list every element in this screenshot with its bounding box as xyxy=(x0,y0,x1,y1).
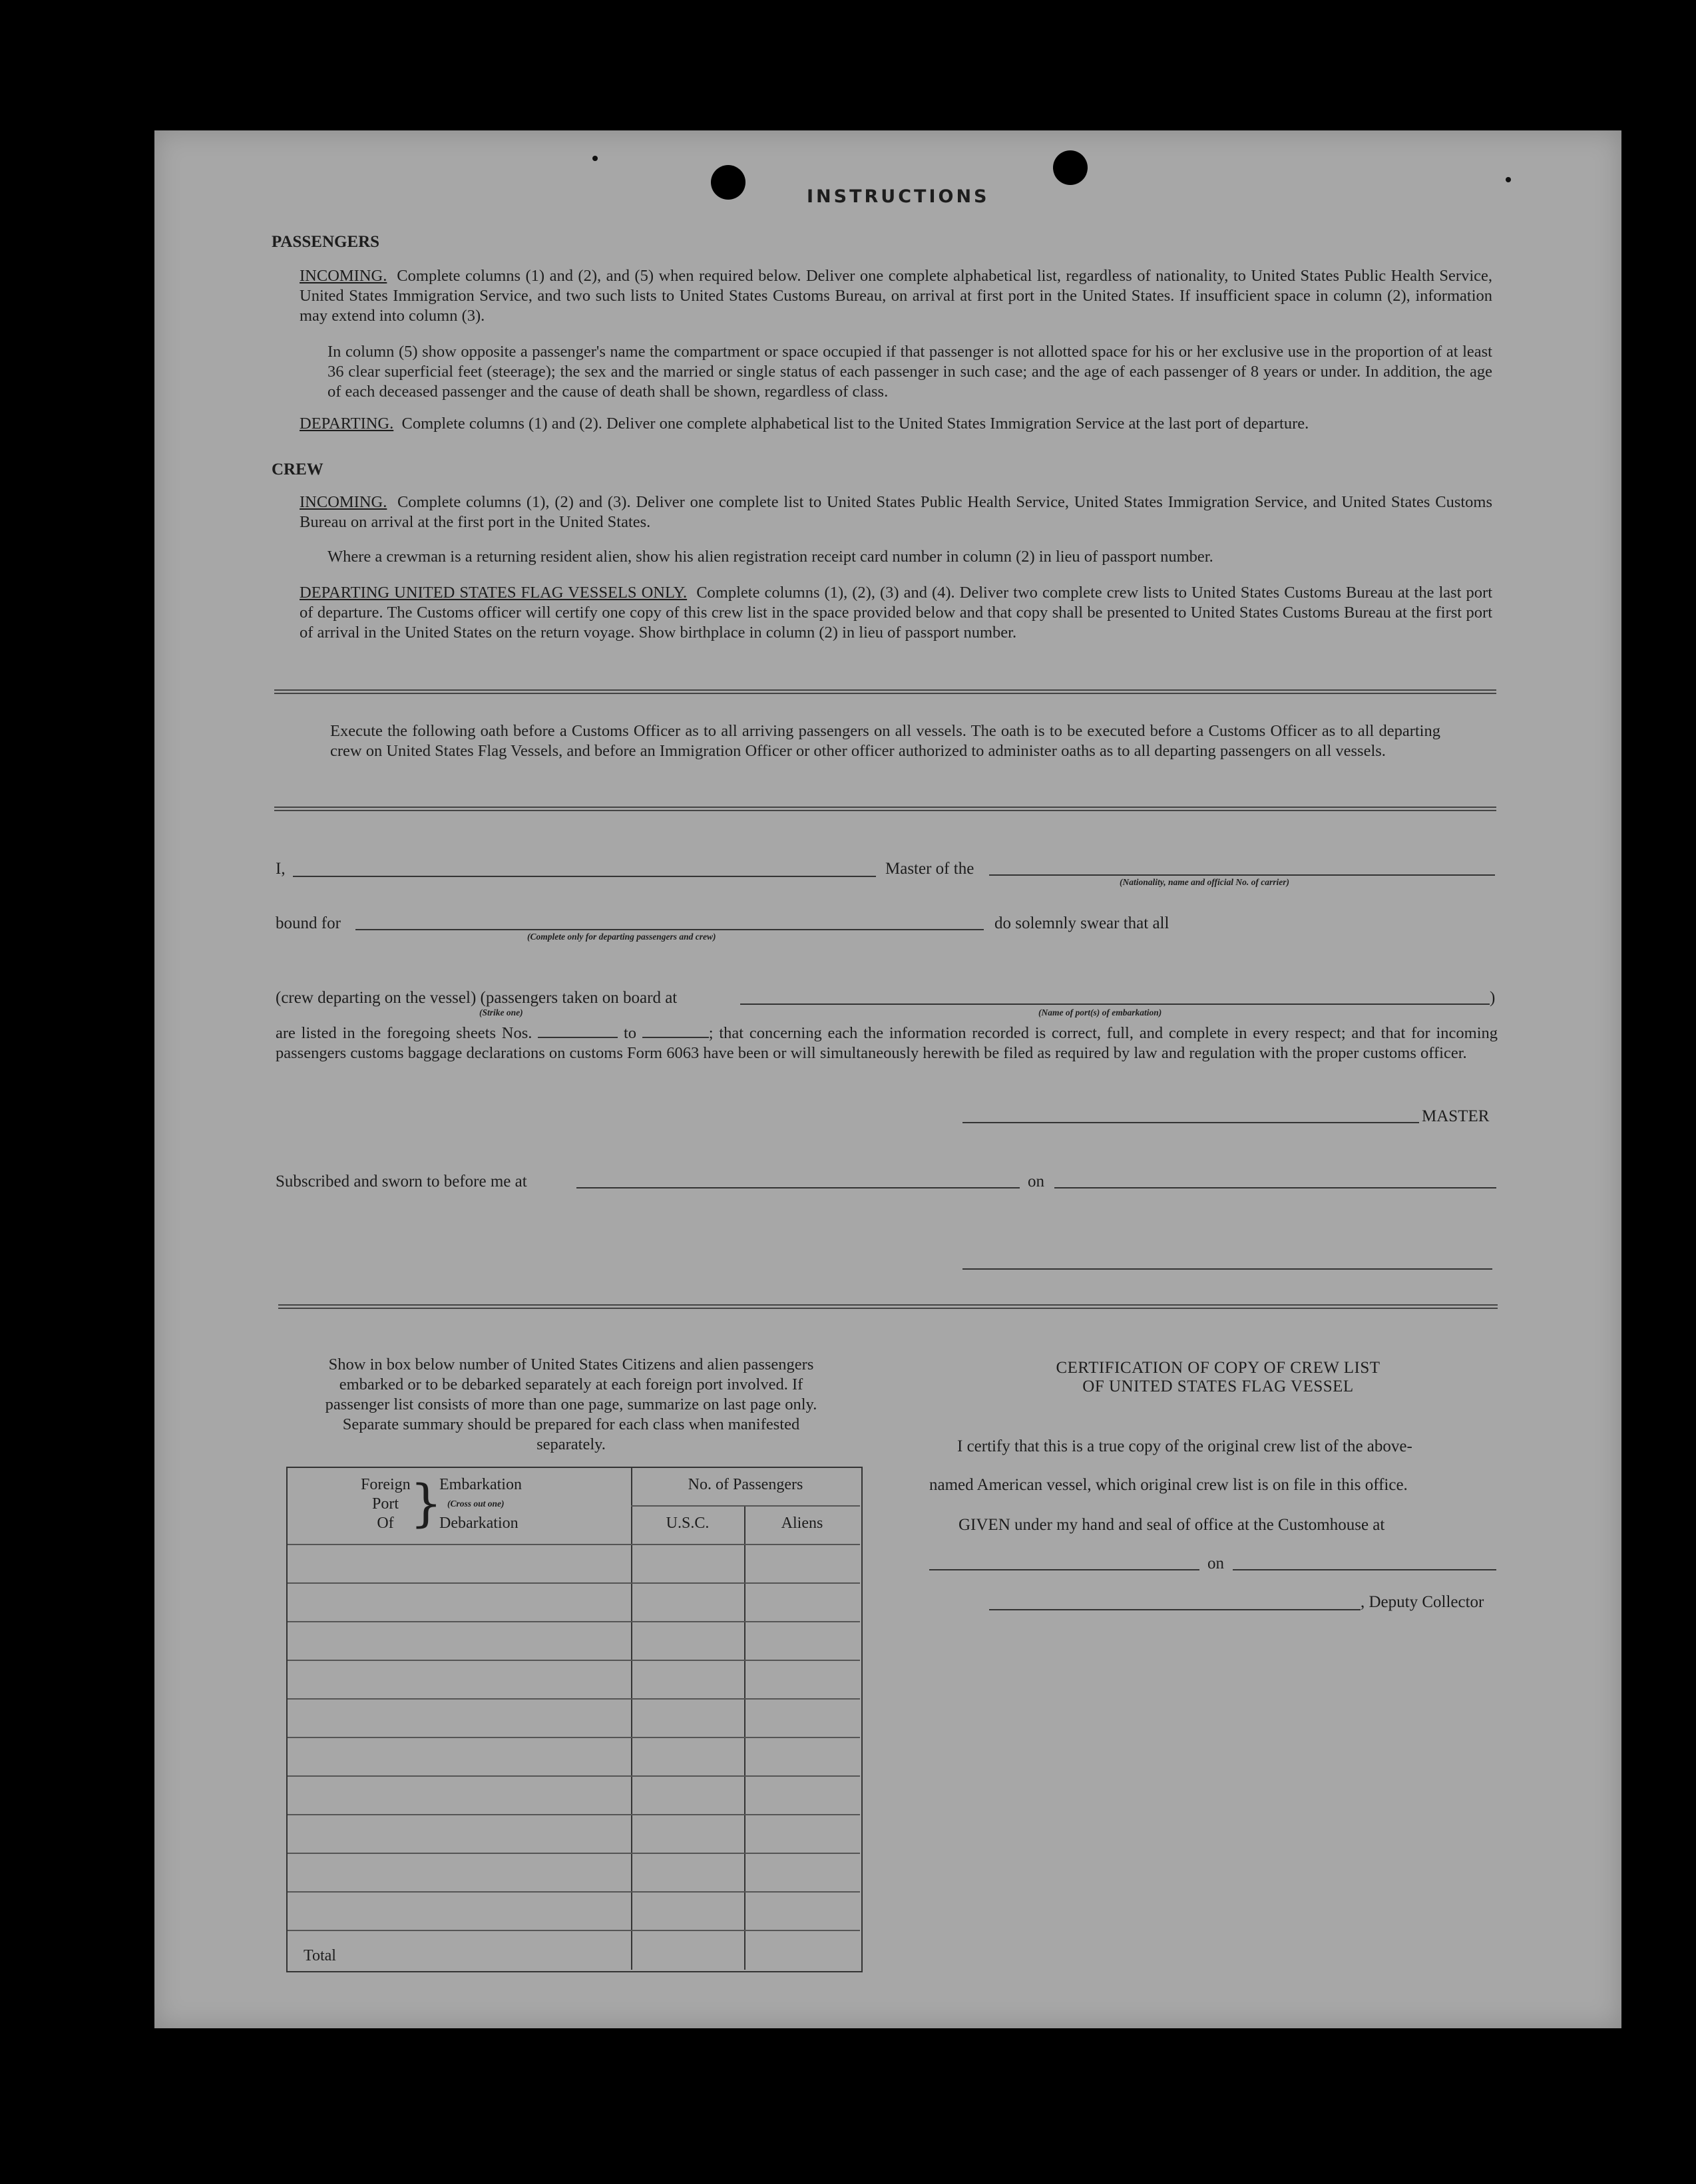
passengers-heading: PASSENGERS xyxy=(272,233,380,251)
master-of-the-label: Master of the xyxy=(885,860,974,878)
departing-label: DEPARTING. xyxy=(300,415,394,433)
table-header-line xyxy=(288,1544,860,1545)
bound-for-label: bound for xyxy=(276,914,341,932)
master-name-field[interactable] xyxy=(293,876,876,877)
col-debarkation: Debarkation xyxy=(439,1515,519,1532)
speck xyxy=(1506,177,1511,182)
certification-heading-2: OF UNITED STATES FLAG VESSEL xyxy=(1082,1377,1354,1395)
brace-icon: } xyxy=(410,1473,443,1533)
departing-text: Complete columns (1) and (2). Deliver one complete alphabetical list to the United States Immigration Service at the last port of departure. xyxy=(401,415,1309,433)
table-row-line xyxy=(288,1853,860,1854)
col-usc: U.S.C. xyxy=(666,1515,710,1532)
passengers-incoming xyxy=(300,266,1492,326)
embarkation-port-field[interactable] xyxy=(740,1003,1490,1005)
punch-hole xyxy=(1053,150,1088,185)
total-label: Total xyxy=(304,1947,336,1964)
swear-text: do solemnly swear that all xyxy=(994,914,1169,932)
crew-incoming-label: INCOMING. xyxy=(300,493,387,511)
to-label: to xyxy=(623,1024,636,1042)
crew-incoming-text: Complete columns (1), (2) and (3). Deliver one complete list to United States Public Health Service, United States Immigration Service, and United States Customs Bureau on arrival at the first port in the United States. xyxy=(300,493,1492,531)
certify-line-1: I certify that this is a true copy of the original crew list of the above- xyxy=(957,1437,1412,1455)
table-row-line xyxy=(288,1930,860,1931)
col-foreign: Foreign xyxy=(361,1476,411,1493)
certification-on-label: on xyxy=(1207,1554,1224,1572)
departing-flag-text: Complete columns (1), (2), (3) and (4). Deliver two complete crew lists to United States Customs Bureau at the last port of departure. The Customs officer will certify one copy of this crew list in the space provided below and that copy shall be presented to United States Customs Bureau at the first port of arrival in the United States on the return voyage. Show birthplace in column (2) in lieu of passport number. xyxy=(300,584,1492,641)
master-signature-field[interactable] xyxy=(962,1122,1419,1123)
subscribed-place-field[interactable] xyxy=(576,1187,1020,1188)
punch-hole xyxy=(711,165,745,200)
given-text: GIVEN under my hand and seal of office at the Customhouse at xyxy=(958,1516,1385,1534)
table-row-line xyxy=(288,1621,860,1622)
subscribed-on-label: on xyxy=(1028,1173,1044,1190)
listed-paragraph xyxy=(276,1023,1498,1063)
section-divider xyxy=(278,1304,1498,1309)
incoming-text: Complete columns (1) and (2), and (5) when required below. Deliver one complete alphabetical list, regardless of nationality, to United States Public Health Service, United States Immigration Service, and two such lists to United States Customs Bureau, on arrival at first port in the United States. If insufficient space in column (2), information may extend into column (3). xyxy=(300,267,1493,325)
crewman-text: Where a crewman is a returning resident alien, show his alien registration receipt card number in column (2) in lieu of passport number. xyxy=(327,548,1213,566)
certify-line-2: named American vessel, which original crew list is on file in this office. xyxy=(929,1476,1408,1494)
incoming-label: INCOMING. xyxy=(300,267,387,285)
departing-flag-vessels xyxy=(300,583,1492,643)
carrier-field[interactable] xyxy=(989,874,1495,876)
col-no-passengers: No. of Passengers xyxy=(688,1476,803,1493)
passengers-departing xyxy=(300,414,1492,434)
bound-for-field[interactable] xyxy=(355,929,984,930)
col-port: Port xyxy=(371,1495,399,1513)
section-divider xyxy=(274,689,1496,694)
table-row-line xyxy=(288,1582,860,1584)
col-of: Of xyxy=(377,1515,394,1532)
deputy-label: , Deputy Collector xyxy=(1361,1593,1484,1611)
table-row-line xyxy=(288,1814,860,1815)
subscribed-date-field[interactable] xyxy=(1054,1187,1496,1188)
column5-text: In column (5) show opposite a passenger's name the compartment or space occupied if that passenger is not allotted space for his or her exclusive use in the proportion of at least 36 clear superficial feet (steerage); the sex and the married or single status of each passenger in such case; and the age of each passenger of 8 years or under. In addition, the age of each deceased passenger and the cause of death shall be shown, regardless of class. xyxy=(327,343,1492,401)
table-row-line xyxy=(288,1737,860,1738)
table-divider xyxy=(631,1505,860,1507)
certification-heading-1: CERTIFICATION OF COPY OF CREW LIST xyxy=(1056,1359,1380,1377)
table-row-line xyxy=(288,1891,860,1893)
oath-instruction: Execute the following oath before a Customs Officer as to all arriving passengers on all vessels. The oath is to be executed before a Customs Officer as to all departing crew on United States Flag Vessels, and before an Immigration Officer or other officer authorized to administer oaths as to all departing passengers on all vessels. xyxy=(330,722,1440,760)
crew-heading: CREW xyxy=(272,460,323,478)
listed-prefix: are listed in the foregoing sheets Nos. xyxy=(276,1024,532,1042)
summary-instruction: Show in box below number of United States Citizens and alien passengers embarked or to be debarked separately at each foreign port involved. If passenger list consists of more than one page, summarize on last page only. Separate summary should be prepared for each class when manifested separately. xyxy=(325,1356,817,1453)
bound-note: (Complete only for departing passengers and crew) xyxy=(527,932,716,942)
table-row-line xyxy=(288,1698,860,1700)
carrier-note: (Nationality, name and official No. of carrier) xyxy=(1120,877,1289,887)
deputy-signature-field[interactable] xyxy=(989,1609,1361,1610)
table-row-line xyxy=(288,1660,860,1661)
col-aliens: Aliens xyxy=(781,1515,823,1532)
instructions-title: INSTRUCTIONS xyxy=(807,186,990,207)
col-cross-out: (Cross out one) xyxy=(447,1499,505,1509)
certification-date-field[interactable] xyxy=(1233,1569,1496,1570)
strike-one-note: (Strike one) xyxy=(479,1007,523,1017)
col-embarkation: Embarkation xyxy=(439,1476,522,1493)
departing-flag-label: DEPARTING UNITED STATES FLAG VESSELS ONLY. xyxy=(300,584,688,602)
crew-incoming xyxy=(300,492,1492,532)
passenger-summary-table xyxy=(286,1467,863,1972)
section-divider xyxy=(274,807,1496,811)
subscribed-text: Subscribed and sworn to before me at xyxy=(276,1173,527,1190)
port-note: (Name of port(s) of embarkation) xyxy=(1038,1007,1162,1017)
officer-signature-field[interactable] xyxy=(962,1268,1492,1270)
listed-text: ; that concerning each the information recorded is correct, full, and complete in every respect; and that for incoming passengers customs baggage declarations on customs Form 6063 have been or will simultaneously herewith be filed as required by law and regulation with the proper customs officer. xyxy=(276,1024,1498,1062)
speck xyxy=(592,156,598,161)
master-label: MASTER xyxy=(1422,1107,1490,1125)
crew-departing-text: (crew departing on the vessel) (passengers taken on board at xyxy=(276,989,678,1007)
table-row-line xyxy=(288,1775,860,1777)
customhouse-field[interactable] xyxy=(929,1569,1199,1570)
close-paren: ) xyxy=(1490,989,1496,1007)
i-label: I, xyxy=(276,860,286,878)
sheet-from-field[interactable] xyxy=(538,1023,618,1038)
sheet-to-field[interactable] xyxy=(642,1023,709,1038)
